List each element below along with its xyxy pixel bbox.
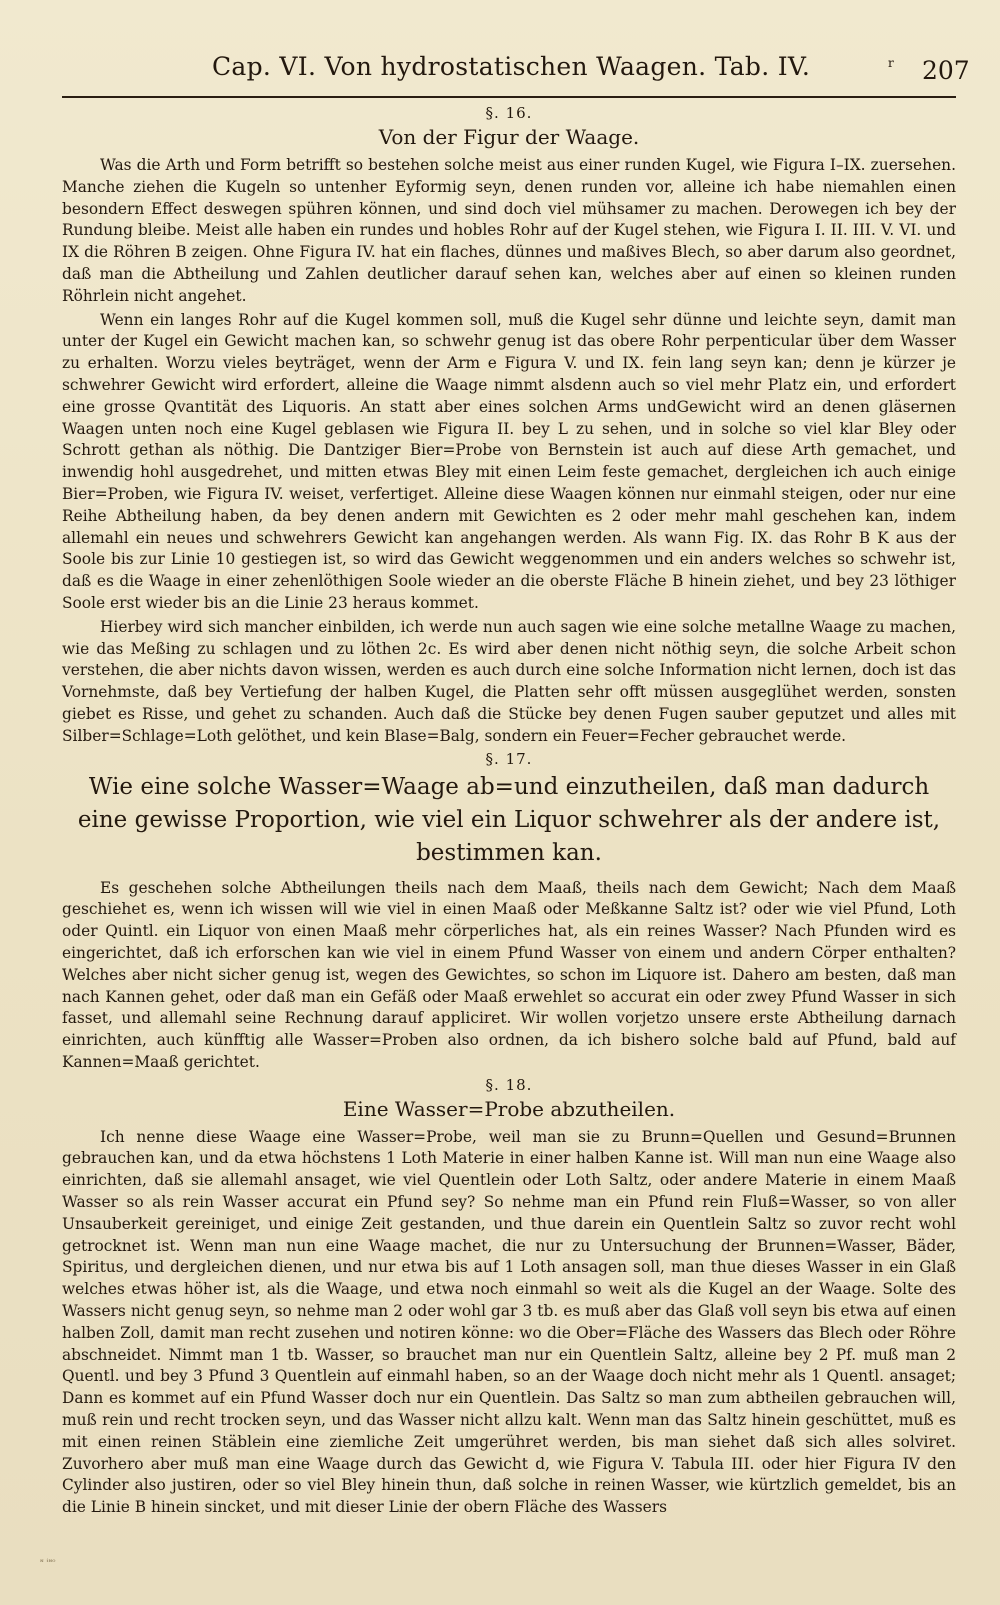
- header-rule: [62, 96, 956, 98]
- paragraph: Hierbey wird sich mancher einbilden, ich werde nun auch sagen wie eine solche metallne Waage zu machen, wie das Meßing zu schlagen und zu löthen 2c. Es wird aber denen nicht nöthig seyn, die solche Arbeit schon verstehen, die aber nichts davon wissen, werden es auch durch eine solche Information nicht lernen, doch ist das Vornehmste, daß bey Vertiefung der halben Kugel, die Platten sehr offt müssen ausgeglühet werden, sonsten giebet es Risse, und gehet zu schanden. Auch daß die Stücke bey denen Fugen sauber geputzet und alles mit Silber=Schlage=Loth gelöthet, und kein Blase=Balg, sondern ein Feuer=Fecher gebrauchet werde.: [62, 617, 956, 745]
- section-title: Wie eine solche Wasser=Waage ab=und einzutheilen, daß man dadurch eine gewisse Proportion, wie viel ein Liquor schwehrer als der andere ist, bestimmen kan.: [77, 773, 941, 866]
- paragraph: Es geschehen solche Abtheilungen theils nach dem Maaß, theils nach dem Gewicht; Nach dem Maaß geschiehet es, wenn ich wissen will wie viel in einen Maaß oder Meßkanne Saltz ist? oder wie viel Pfund, Loth oder Quintl. ein Liquor von einen Maaß mehr cörperliches hat, als ein reines Wasser? Nach Pfunden wird es eingerichtet, daß ich erforschen kan wie viel in einem Pfund Wasser von einem und andern Cörper enthalten? Welches aber nicht sicher genug ist, wegen des Gewichtes, so schon im Liquore ist. Dahero am besten, daß man nach Kannen gehet, oder daß man ein Gefäß oder Maaß erwehlet so accurat ein oder zwey Pfund Wasser in sich fasset, und allemahl seine Rechnung darauf appliciret. Wir wollen vorjetzo unsere erste Abtheilung darnach einrichten, auch künfftig alle Wasser=Proben also ordnen, da ich bishero solche bald auf Pfund, bald auf Kannen=Maaß gerichtet.: [62, 878, 956, 1071]
- running-head-mark: r: [888, 56, 894, 70]
- section-18: [62, 1076, 956, 1519]
- paragraph: Ich nenne diese Waage eine Wasser=Probe, weil man sie zu Brunn=Quellen und Gesund=Brunnen gebrauchen kan, und da etwa höchstens 1 Loth Materie in einer halben Kanne ist. Will man nun eine Waage also einrichten, daß sie allemahl ansaget, wie viel Quentlein oder Loth Saltz, oder andere Materie in einem Maaß Wasser so als rein Wasser accurat ein Pfund sey? So nehme man ein Pfund rein Fluß=Wasser, so von aller Unsauberkeit gereiniget, und einige Zeit gestanden, und thue darein ein Quentlein Saltz so zuvor recht wohl getrocknet ist. Wenn man nun eine Waage machet, die nur zu Untersuchung der Brunnen=Wasser, Bäder, Spiritus, und dergleichen dienen, und nur etwa bis auf 1 Loth ansagen soll, man thue dieses Wasser in ein Glaß welches etwas höher ist, als die Waage, und etwa noch einmahl so weit als die Kugel an der Waage. Solte des Wassers nicht genug seyn, so nehme man 2 oder wohl gar 3 tb. es muß aber das Glaß voll seyn bis etwa auf einen halben Zoll, damit man recht zusehen und notiren könne: wo die Ober=Fläche des Wassers das Blech oder Röhre abschneidet. Nimmt man 1 tb. Wasser, so brauchet man nur ein Quentlein Saltz, alleine bey 2 Pf. muß man 2 Quentl. und bey 3 Pfund 3 Quentlein auf einmahl haben, so an der Waage doch nicht mehr als 1 Quentl. ansaget; Dann es kommet auf ein Pfund Wasser doch nur ein Quentlein. Das Saltz so man zum abtheilen gebrauchen will, muß rein und recht trocken seyn, und das Wasser nicht allzu kalt. Wenn man das Saltz hinein geschüttet, muß es mit einen reinen Stäblein eine ziemliche Zeit umgerühret werden, bis man siehet daß sich alles solviret. Zuvorhero aber muß man eine Waage durch das Gewicht d, wie Figura V. Tabula III. oder hier Figura IV den Cylinder also justiren, oder so viel Bley hinein thun, daß solche in reinen Wasser, wie kürtzlich gemeldet, bis an die Linie B hinein sincket, und mit dieser Linie der obern Fläche des Wassers: [62, 1127, 956, 1517]
- printer-signature: ᶰ ᶤᶰᵒ: [40, 1558, 56, 1568]
- paragraph: Was die Arth und Form betrifft so bestehen solche meist aus einer runden Kugel, wie Figura I–IX. zuersehen. Manche ziehen die Kugeln so untenher Eyformig seyn, denen runden vor, alleine ich habe niemahlen einen besondern Effect deswegen spühren können, und sind doch viel mühsamer zu machen. Derowegen ich bey der Rundung bleibe. Meist alle haben ein rundes und hobles Rohr auf der Kugel stehen, wie Figura I. II. III. V. VI. und IX die Röhren B zeigen. Ohne Figura IV. hat ein flaches, dünnes und maßives Blech, so aber darum also geordnet, daß man die Abtheilung und Zahlen deutlicher darauf sehen kan, welches aber auf einen so kleinen runden Röhrlein nicht angehet.: [62, 156, 956, 305]
- running-head: [62, 52, 970, 92]
- section-number: §. 18.: [485, 1075, 533, 1094]
- section-title: Von der Figur der Waage.: [378, 125, 640, 149]
- running-head-title: Cap. VI. Von hydrostatischen Waagen. Tab. IV.: [212, 52, 811, 81]
- section-16: [62, 104, 956, 748]
- section-title: Eine Wasser=Probe abzutheilen.: [342, 1096, 676, 1121]
- section-number: §. 16.: [485, 104, 533, 122]
- page-number: 207: [922, 56, 970, 85]
- section-number: §. 17.: [485, 749, 533, 768]
- paragraph: Wenn ein langes Rohr auf die Kugel kommen soll, muß die Kugel sehr dünne und leichte seyn, damit man unter der Kugel ein Gewicht machen kan, so schwehr genug ist das obere Rohr perpenticular über dem Wasser zu erhalten. Worzu vieles beyträget, wenn der Arm e Figura V. und IX. fein lang seyn kan; denn je kürzer je schwehrer Gewicht wird erfordert, alleine die Waage nimmt alsdenn auch so viel mehr Platz ein, und erfordert eine grosse Qvantität des Liquoris. An statt aber eines solchen Arms undGewicht wird an denen gläsernen Waagen unten noch eine Kugel geblasen wie Figura II. bey L zu sehen, und in solche so viel klar Bley oder Schrott gethan als nöthig. Die Dantziger Bier=Probe von Bernstein ist auch auf diese Arth gemachet, und inwendig hohl ausgedrehet, und mitten etwas Bley mit einen Leim feste gemachet, dergleichen ich auch einige Bier=Proben, wie Figura IV. weiset, verfertiget. Alleine diese Waagen können nur einmahl steigen, oder nur eine Reihe Abtheilung haben, da bey denen andern mit Gewichten es 2 oder mehr mahl geschehen kan, indem allemahl ein neues und schwehrers Gewicht kan angehangen werden. Als wann Fig. IX. das Rohr B K aus der Soole bis zur Linie 10 gestiegen ist, so wird das Gewicht weggenommen und ein anders welches so schwehr ist, daß es die Waage in einer zehenlöthigen Soole wieder an die oberste Fläche B hinein ziehet, und bey 23 löthiger Soole erst wieder bis an die Linie 23 heraus kommet.: [62, 310, 956, 612]
- section-17: [62, 750, 956, 1074]
